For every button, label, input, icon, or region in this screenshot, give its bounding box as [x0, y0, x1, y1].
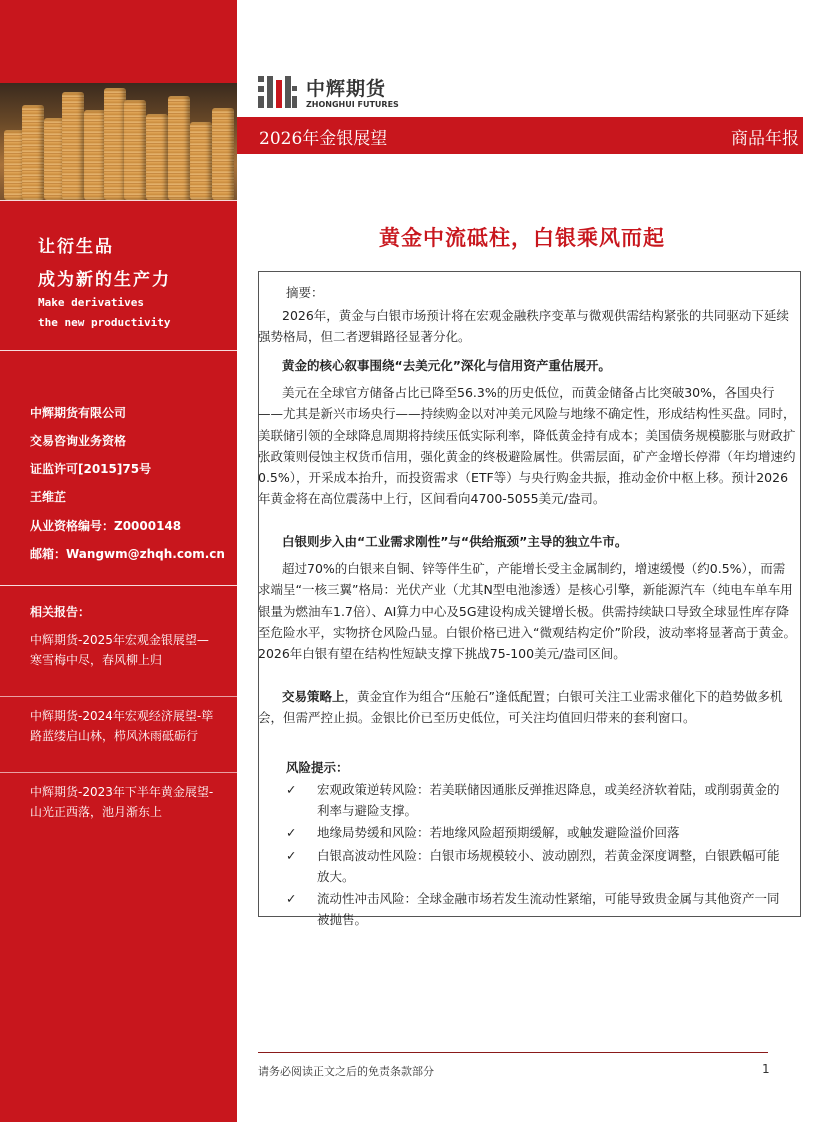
related-reports-heading: 相关报告：	[30, 605, 91, 619]
abstract-intro: 2026年，黄金与白银市场预计将在宏观金融秩序变革与微观供需结构紧张的共同驱动下延续强势格局，但二者逻辑路径显著分化。	[258, 308, 789, 345]
slogan-cn-line1: 让衍生品	[38, 237, 114, 257]
company-logo	[258, 74, 428, 114]
slogan-en-line1: Make derivatives	[38, 296, 144, 309]
silver-heading: 白银则步入由“工业需求刚性”与“供给瓶颈”主导的独立牛市。	[282, 534, 628, 549]
qualification: 交易咨询业务资格	[30, 434, 127, 448]
related-report-item[interactable]: 中辉期货-2024年宏观经济展望-筚路蓝缕启山林，栉风沐雨砥砺行	[30, 709, 214, 743]
gold-heading: 黄金的核心叙事围绕“去美元化”深化与信用资产重估展开。	[282, 358, 611, 373]
check-icon: ✓	[286, 891, 297, 906]
logo-mark-icon	[258, 76, 298, 108]
risk-text: 流动性冲击风险：全球金融市场若发生流动性紧缩，可能导致贵金属与其他资产一同被抛售。	[317, 891, 780, 928]
footer-divider	[258, 1052, 768, 1053]
logo-name-en: ZHONGHUI FUTURES	[306, 100, 399, 109]
abstract-label: 摘要：	[286, 285, 324, 300]
related-report-item[interactable]: 中辉期货-2025年宏观金银展望—寒雪梅中尽，春风柳上归	[30, 633, 209, 667]
sidebar-divider	[0, 350, 237, 351]
check-icon: ✓	[286, 782, 297, 797]
sidebar-divider	[0, 772, 237, 773]
strategy-body: ，黄金宜作为组合“压舱石”逢低配置；白银可关注工业需求催化下的趋势做多机会，但需严控止损。金银比价已至历史低位，可关注均值回归带来的套利窗口。	[258, 689, 783, 726]
risk-heading: 风险提示：	[286, 760, 349, 775]
disclaimer-note: 请务必阅读正文之后的免责条款部分	[258, 1065, 434, 1078]
silver-body: 超过70%的白银来自铜、锌等伴生矿，产能增长受主金属制约，增速缓慢（约0.5%），而需求端呈“一核三翼”格局：光伏产业（尤其N型电池渗透）是核心引擎，新能源汽车（纯电车单车用银量为燃油车1.7倍）、AI算力中心及5G建设构成关键增长极。供需持续缺口导致全球显性库存降至危险水平，实物挤仓风险凸显。白银价格已进入“微观结构定价”阶段，波动率将显著高于黄金。2026年白银有望在结构性短缺支撑下挑战75-100美元/盎司区间。	[258, 561, 796, 662]
gold-coins-image	[0, 83, 237, 200]
check-icon: ✓	[286, 848, 297, 863]
gold-body: 美元在全球官方储备占比已降至56.3%的历史低位，而黄金储备占比突破30%，各国央行——尤其是新兴市场央行——持续购金以对冲美元风险与地缘不确定性，形成结构性买盘。同时，美联储引领的全球降息周期将持续压低实际利率，降低黄金持有成本；美国债务规模膨胀与财政扩张政策则侵蚀主权货币信用，强化黄金的终极避险属性。供需层面，矿产金增长停滞（年均增速约0.5%），开采成本抬升，而投资需求（ETF等）与央行购金共振，推动金价中枢上移。预计2026年黄金将在高位震荡中上行，区间看向4700-5055美元/盎司。	[258, 385, 796, 507]
check-icon: ✓	[286, 825, 297, 840]
report-type: 商品年报	[731, 129, 799, 149]
sidebar-divider	[0, 696, 237, 697]
analyst-email[interactable]: 邮箱：Wangwm@zhqh.com.cn	[30, 547, 225, 561]
strategy-paragraph	[258, 686, 796, 729]
related-report-item[interactable]: 中辉期货-2023年下半年黄金展望-山光正西落，池月渐东上	[30, 785, 214, 819]
license-number: 证监许可[2015]75号	[30, 462, 152, 476]
page-number: 1	[762, 1062, 770, 1076]
report-banner	[237, 117, 803, 154]
risk-text: 宏观政策逆转风险：若美联储因通胀反弹推迟降息，或美经济软着陆，或削弱黄金的利率与避险支撑。	[317, 782, 780, 819]
slogan-cn-line2: 成为新的生产力	[38, 270, 171, 290]
risk-text: 白银高波动性风险：白银市场规模较小、波动剧烈，若黄金深度调整，白银跌幅可能放大。	[317, 848, 780, 885]
analyst-id: 从业资格编号：Z0000148	[30, 519, 182, 533]
risk-text: 地缘局势缓和风险：若地缘风险超预期缓解，或触发避险溢价回落	[317, 825, 680, 840]
report-title: 2026年金银展望	[259, 129, 388, 149]
page-headline: 黄金中流砥柱，白银乘风而起	[379, 226, 665, 250]
sidebar-divider	[0, 200, 237, 201]
sidebar-divider	[0, 585, 237, 586]
company-name: 中辉期货有限公司	[30, 406, 127, 420]
strategy-label: 交易策略上	[282, 689, 345, 704]
analyst-name: 王维芷	[30, 490, 67, 504]
logo-name-cn: 中辉期货	[306, 78, 387, 100]
slogan-en-line2: the new productivity	[38, 316, 171, 329]
